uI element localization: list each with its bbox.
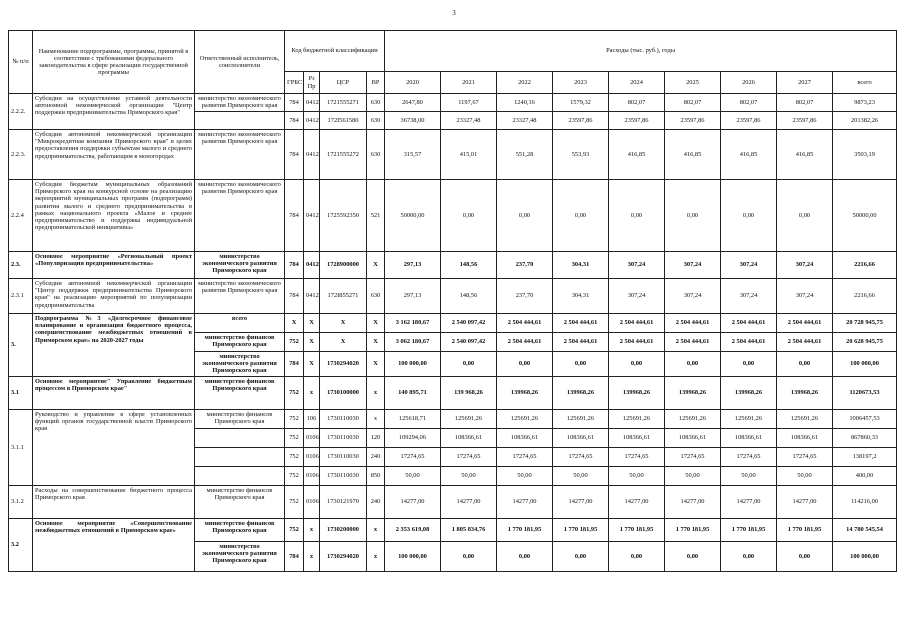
cell-value: 1579,32 bbox=[553, 94, 609, 112]
cell-value: 1 770 181,95 bbox=[665, 518, 721, 541]
cell-value: 17274,65 bbox=[609, 447, 665, 466]
cell-value: 23327,48 bbox=[441, 112, 497, 130]
cell-csr: 1721555271 bbox=[320, 94, 367, 112]
cell-value: 0,00 bbox=[497, 180, 553, 252]
cell-vr: х bbox=[367, 541, 385, 571]
row-executor: министерство экономического развития Приморского края bbox=[195, 252, 285, 279]
row-number: 3.1.1 bbox=[9, 409, 33, 485]
cell-vr: 120 bbox=[367, 428, 385, 447]
cell-value: 23597,86 bbox=[609, 112, 665, 130]
cell-value: 23597,86 bbox=[777, 112, 833, 130]
cell-grbs: 784 bbox=[285, 112, 304, 130]
header-year: 2026 bbox=[721, 72, 777, 94]
cell-value: 125691,26 bbox=[497, 409, 553, 428]
cell-value: 0,00 bbox=[609, 541, 665, 571]
row-executor bbox=[195, 428, 285, 447]
header-vr: ВР bbox=[367, 72, 385, 94]
cell-csr: 1721555272 bbox=[320, 130, 367, 180]
cell-value: 14277,00 bbox=[497, 485, 553, 518]
cell-value: 108366,61 bbox=[553, 428, 609, 447]
header-no: № п/п bbox=[9, 31, 33, 94]
cell-value: 14277,00 bbox=[777, 485, 833, 518]
cell-value: 50,00 bbox=[609, 466, 665, 485]
row-name: Субсидии автономной некоммерческой организации "Центр поддержки предпринимательства Приморского края" на реализацию мероприятий по популяризации предпринимательства bbox=[33, 279, 195, 314]
cell-value: 0,00 bbox=[497, 352, 553, 377]
cell-value: 304,31 bbox=[553, 279, 609, 314]
cell-value: 307,24 bbox=[609, 279, 665, 314]
header-year: 2023 bbox=[553, 72, 609, 94]
header-year: 2020 bbox=[385, 72, 441, 94]
cell-value: 2 504 444,61 bbox=[609, 314, 665, 333]
table-row bbox=[9, 180, 897, 252]
cell-grbs: 784 bbox=[285, 541, 304, 571]
cell-grbs: 752 bbox=[285, 409, 304, 428]
cell-value: 307,24 bbox=[721, 279, 777, 314]
row-executor: министерство экономического развития Приморского края bbox=[195, 279, 285, 314]
cell-value: 237,70 bbox=[497, 252, 553, 279]
cell-value: 108366,61 bbox=[497, 428, 553, 447]
row-name: Субсидии бюджетам муниципальных образований Приморского края на конкурсной основе на реализацию мероприятий муниципальных программ (подпрограмм) развития малого и среднего предпринимательства в рамках национального проекта «Малое и среднее предпринимательство и поддержка индивидуальной предпринимательской инициативы» bbox=[33, 180, 195, 252]
cell-value: 2 504 444,61 bbox=[777, 314, 833, 333]
cell-value: 139968,26 bbox=[665, 376, 721, 409]
cell-vr: Х bbox=[367, 352, 385, 377]
cell-vr: 630 bbox=[367, 279, 385, 314]
cell-value: 1 770 181,95 bbox=[553, 518, 609, 541]
cell-value: 50,00 bbox=[385, 466, 441, 485]
row-executor bbox=[195, 466, 285, 485]
cell-csr: 1730121970 bbox=[320, 485, 367, 518]
cell-csr: 1730100000 bbox=[320, 376, 367, 409]
header-rzpr: Рз Пр bbox=[304, 72, 320, 94]
cell-value: 0,00 bbox=[777, 180, 833, 252]
cell-csr: 1730110030 bbox=[320, 447, 367, 466]
row-executor: министерство финансов Приморского края bbox=[195, 376, 285, 409]
cell-value: 14277,00 bbox=[609, 485, 665, 518]
cell-grbs: 784 bbox=[285, 130, 304, 180]
cell-value: 551,28 bbox=[497, 130, 553, 180]
cell-rzpr: 0412 bbox=[304, 94, 320, 112]
table-row bbox=[9, 94, 897, 112]
cell-csr: 1730110030 bbox=[320, 428, 367, 447]
cell-rzpr: х bbox=[304, 518, 320, 541]
header-year: 2027 bbox=[777, 72, 833, 94]
cell-value: 0,00 bbox=[553, 352, 609, 377]
row-executor: всего bbox=[195, 314, 285, 333]
header-executor: Ответственный исполнитель, соисполнители bbox=[195, 31, 285, 94]
cell-value: 23597,86 bbox=[553, 112, 609, 130]
cell-value: 100 000,00 bbox=[833, 541, 897, 571]
header-year: 2024 bbox=[609, 72, 665, 94]
cell-value: 1240,16 bbox=[497, 94, 553, 112]
cell-value: 3 162 180,67 bbox=[385, 314, 441, 333]
cell-value: 0,00 bbox=[665, 352, 721, 377]
row-name: Расходы на совершенствование бюджетного процесса Приморского края bbox=[33, 485, 195, 518]
cell-value: 108366,61 bbox=[441, 428, 497, 447]
cell-vr: Х bbox=[367, 333, 385, 352]
header-year: 2021 bbox=[441, 72, 497, 94]
cell-vr: 240 bbox=[367, 447, 385, 466]
row-number: 2.3.1 bbox=[9, 279, 33, 314]
table-row bbox=[9, 314, 897, 333]
cell-rzpr: Х bbox=[304, 314, 320, 333]
cell-value: 17274,65 bbox=[721, 447, 777, 466]
row-executor: министерство финансов Приморского края bbox=[195, 485, 285, 518]
cell-value: 108366,61 bbox=[721, 428, 777, 447]
cell-rzpr: Х bbox=[304, 333, 320, 352]
cell-rzpr: 0106 bbox=[304, 428, 320, 447]
header-expenses: Расходы (тыс. руб.), годы bbox=[385, 31, 897, 72]
row-executor: министерство экономического развития Приморского края bbox=[195, 180, 285, 252]
cell-value: 125618,71 bbox=[385, 409, 441, 428]
cell-grbs: 752 bbox=[285, 428, 304, 447]
cell-value: 802,07 bbox=[721, 94, 777, 112]
cell-rzpr: 0106 bbox=[304, 466, 320, 485]
cell-value: 50,00 bbox=[665, 466, 721, 485]
row-name: Основное мероприятие" Управление бюджетным процессом в Приморском крае" bbox=[33, 376, 195, 409]
cell-csr: 1730294020 bbox=[320, 352, 367, 377]
cell-value: 108366,61 bbox=[609, 428, 665, 447]
cell-value: 14277,00 bbox=[553, 485, 609, 518]
cell-value: 17274,65 bbox=[441, 447, 497, 466]
table-row bbox=[9, 376, 897, 409]
cell-grbs: Х bbox=[285, 314, 304, 333]
row-name: Основное мероприятие «Региональный проект «Популяризация предпринимательства» bbox=[33, 252, 195, 279]
cell-value: 2216,66 bbox=[833, 279, 897, 314]
cell-value: 36738,00 bbox=[385, 112, 441, 130]
row-number: 2.3. bbox=[9, 252, 33, 279]
header-year: 2022 bbox=[497, 72, 553, 94]
cell-value: 416,85 bbox=[721, 130, 777, 180]
cell-value: 201382,26 bbox=[833, 112, 897, 130]
cell-rzpr: 0412 bbox=[304, 130, 320, 180]
cell-value: 114216,00 bbox=[833, 485, 897, 518]
cell-value: 2647,80 bbox=[385, 94, 441, 112]
cell-value: 2 540 097,42 bbox=[441, 333, 497, 352]
cell-vr: 850 bbox=[367, 466, 385, 485]
page-number: 3 bbox=[452, 9, 456, 17]
cell-value: 14277,00 bbox=[721, 485, 777, 518]
row-executor: министерство экономического развития Приморского края bbox=[195, 94, 285, 112]
cell-grbs: 784 bbox=[285, 94, 304, 112]
cell-value: 139968,26 bbox=[777, 376, 833, 409]
row-name: Руководство и управление в сфере установленных функций органов государственной власти Приморского края bbox=[33, 409, 195, 485]
row-executor: министерство финансов Приморского края bbox=[195, 333, 285, 352]
cell-csr: 1730110030 bbox=[320, 409, 367, 428]
cell-value: 17274,65 bbox=[553, 447, 609, 466]
cell-value: 108366,61 bbox=[665, 428, 721, 447]
cell-value: 297,13 bbox=[385, 252, 441, 279]
cell-csr: 1728900000 bbox=[320, 252, 367, 279]
cell-rzpr: 0412 bbox=[304, 279, 320, 314]
cell-value: 307,24 bbox=[777, 279, 833, 314]
row-executor: министерство экономического развития Приморского края bbox=[195, 130, 285, 180]
cell-csr: Х bbox=[320, 314, 367, 333]
cell-value: 416,85 bbox=[665, 130, 721, 180]
cell-grbs: 784 bbox=[285, 180, 304, 252]
cell-value: 0,00 bbox=[665, 541, 721, 571]
cell-csr: 172I855271 bbox=[320, 279, 367, 314]
cell-rzpr: х bbox=[304, 376, 320, 409]
cell-value: 1 805 834,76 bbox=[441, 518, 497, 541]
row-executor bbox=[195, 447, 285, 466]
cell-value: 0,00 bbox=[665, 180, 721, 252]
cell-csr: 1725592350 bbox=[320, 180, 367, 252]
cell-value: 139968,26 bbox=[721, 376, 777, 409]
cell-grbs: 752 bbox=[285, 376, 304, 409]
row-number: 2.2.4 bbox=[9, 180, 33, 252]
cell-value: 23327,48 bbox=[497, 112, 553, 130]
row-name: Субсидии на осуществление уставной деятельности автономной некоммерческой организации "Центр поддержки предпринимательства Приморского края" bbox=[33, 94, 195, 130]
cell-value: 0,00 bbox=[609, 180, 665, 252]
budget-table bbox=[8, 30, 897, 572]
cell-value: 1 770 181,95 bbox=[721, 518, 777, 541]
cell-value: 802,07 bbox=[665, 94, 721, 112]
cell-value: 237,70 bbox=[497, 279, 553, 314]
cell-value: 2 504 444,61 bbox=[497, 314, 553, 333]
cell-value: 415,01 bbox=[441, 130, 497, 180]
cell-vr: 630 bbox=[367, 94, 385, 112]
cell-value: 14 780 545,54 bbox=[833, 518, 897, 541]
cell-value: 802,07 bbox=[609, 94, 665, 112]
cell-value: 0,00 bbox=[441, 352, 497, 377]
cell-value: 2 353 619,08 bbox=[385, 518, 441, 541]
cell-vr: Х bbox=[367, 252, 385, 279]
cell-value: 108366,61 bbox=[777, 428, 833, 447]
cell-vr: 630 bbox=[367, 112, 385, 130]
cell-value: 2 504 444,61 bbox=[721, 314, 777, 333]
cell-value: 17274,65 bbox=[777, 447, 833, 466]
cell-value: 1006457,53 bbox=[833, 409, 897, 428]
cell-value: 17274,65 bbox=[497, 447, 553, 466]
cell-value: 416,85 bbox=[609, 130, 665, 180]
cell-value: 0,00 bbox=[777, 352, 833, 377]
cell-value: 0,00 bbox=[441, 541, 497, 571]
cell-value: 307,24 bbox=[665, 252, 721, 279]
cell-value: 14277,00 bbox=[441, 485, 497, 518]
cell-value: 125691,26 bbox=[553, 409, 609, 428]
cell-value: 2 504 444,61 bbox=[721, 333, 777, 352]
row-number: 3.1.2 bbox=[9, 485, 33, 518]
cell-value: 20 628 945,75 bbox=[833, 333, 897, 352]
cell-grbs: 784 bbox=[285, 352, 304, 377]
row-name: Основное мероприятие «Совершенствование межбюджетных отношений в Приморском крае» bbox=[33, 518, 195, 571]
cell-rzpr: 0412 bbox=[304, 180, 320, 252]
cell-value: 0,00 bbox=[441, 180, 497, 252]
cell-grbs: 752 bbox=[285, 485, 304, 518]
table-row bbox=[9, 279, 897, 314]
cell-rzpr: х bbox=[304, 541, 320, 571]
cell-value: 1197,67 bbox=[441, 94, 497, 112]
cell-vr: х bbox=[367, 409, 385, 428]
cell-grbs: 752 bbox=[285, 518, 304, 541]
cell-value: 0,00 bbox=[553, 180, 609, 252]
cell-rzpr: 106 bbox=[304, 409, 320, 428]
cell-value: 125691,26 bbox=[777, 409, 833, 428]
row-executor: министерство экономического развития Приморского края bbox=[195, 541, 285, 571]
cell-value: 50,00 bbox=[497, 466, 553, 485]
cell-grbs: 784 bbox=[285, 279, 304, 314]
cell-rzpr: Х bbox=[304, 352, 320, 377]
cell-value: 3503,19 bbox=[833, 130, 897, 180]
cell-csr: 1730200000 bbox=[320, 518, 367, 541]
table-row bbox=[9, 409, 897, 428]
cell-value: 2 504 444,61 bbox=[665, 314, 721, 333]
cell-value: 50000,00 bbox=[833, 180, 897, 252]
cell-value: 14277,00 bbox=[665, 485, 721, 518]
cell-value: 297,13 bbox=[385, 279, 441, 314]
cell-value: 17274,65 bbox=[385, 447, 441, 466]
cell-value: 14277,00 bbox=[385, 485, 441, 518]
row-executor bbox=[195, 112, 285, 130]
table-row bbox=[9, 518, 897, 541]
row-executor: министерство финансов Приморского края bbox=[195, 518, 285, 541]
row-name: Подпрограмма №3 «Долгосрочное финансовое планирование и организация бюджетного процесса, совершенствование межбюджетных отношений в Приморском крае» на 2020-2027 годы bbox=[33, 314, 195, 377]
row-number: 3.1 bbox=[9, 376, 33, 409]
cell-value: 138197,2 bbox=[833, 447, 897, 466]
cell-csr: Х bbox=[320, 333, 367, 352]
cell-value: 0,00 bbox=[609, 352, 665, 377]
cell-value: 307,24 bbox=[777, 252, 833, 279]
cell-value: 553,93 bbox=[553, 130, 609, 180]
row-name: Субсидии автономной некоммерческой организации "Микрокредитная компания Приморского края" в целях предоставления поддержки субъектам малого и среднего предпринимательства, работающим в моногородах bbox=[33, 130, 195, 180]
cell-value: 50,00 bbox=[553, 466, 609, 485]
cell-value: 307,24 bbox=[609, 252, 665, 279]
cell-value: 50,00 bbox=[721, 466, 777, 485]
cell-value: 100 000,00 bbox=[385, 541, 441, 571]
cell-grbs: 752 bbox=[285, 466, 304, 485]
cell-value: 2 504 444,61 bbox=[609, 333, 665, 352]
cell-value: 100 000,00 bbox=[833, 352, 897, 377]
row-number: 3.2 bbox=[9, 518, 33, 571]
row-executor: министерство экономического развития Приморского края bbox=[195, 352, 285, 377]
cell-vr: х bbox=[367, 376, 385, 409]
cell-grbs: 752 bbox=[285, 447, 304, 466]
cell-grbs: 784 bbox=[285, 252, 304, 279]
cell-rzpr: 0412 bbox=[304, 252, 320, 279]
cell-value: 2 504 444,61 bbox=[777, 333, 833, 352]
row-number: 3. bbox=[9, 314, 33, 377]
cell-value: 23597,86 bbox=[721, 112, 777, 130]
cell-value: 109294,06 bbox=[385, 428, 441, 447]
cell-vr: 521 bbox=[367, 180, 385, 252]
cell-value: 125691,26 bbox=[721, 409, 777, 428]
cell-value: 125691,26 bbox=[665, 409, 721, 428]
cell-rzpr: 0412 bbox=[304, 112, 320, 130]
cell-value: 416,85 bbox=[777, 130, 833, 180]
cell-value: 125691,26 bbox=[609, 409, 665, 428]
cell-csr: 1730294020 bbox=[320, 541, 367, 571]
cell-value: 0,00 bbox=[721, 541, 777, 571]
cell-value: 307,24 bbox=[721, 252, 777, 279]
cell-value: 802,07 bbox=[777, 94, 833, 112]
cell-value: 304,31 bbox=[553, 252, 609, 279]
header-name: Наименование подпрограммы, программы, принятой в соответствии с требованиями федерального законодательства в сфере реализации государственной программы bbox=[33, 31, 195, 94]
cell-value: 17274,65 bbox=[665, 447, 721, 466]
cell-value: 1 770 181,95 bbox=[777, 518, 833, 541]
cell-vr: 630 bbox=[367, 130, 385, 180]
cell-value: 23597,86 bbox=[665, 112, 721, 130]
cell-vr: 240 bbox=[367, 485, 385, 518]
header-row bbox=[9, 31, 897, 72]
cell-csr: 1730110030 bbox=[320, 466, 367, 485]
cell-value: 1 770 181,95 bbox=[609, 518, 665, 541]
cell-csr: 172I561580 bbox=[320, 112, 367, 130]
cell-vr: Х bbox=[367, 314, 385, 333]
cell-value: 139968,26 bbox=[497, 376, 553, 409]
cell-value: 0,00 bbox=[721, 352, 777, 377]
cell-value: 50,00 bbox=[777, 466, 833, 485]
cell-rzpr: 0106 bbox=[304, 485, 320, 518]
cell-grbs: 752 bbox=[285, 333, 304, 352]
cell-value: 867860,33 bbox=[833, 428, 897, 447]
cell-value: 140 895,71 bbox=[385, 376, 441, 409]
cell-value: 315,57 bbox=[385, 130, 441, 180]
cell-value: 0,00 bbox=[777, 541, 833, 571]
row-number: 2.2.2. bbox=[9, 94, 33, 130]
cell-value: 9873,23 bbox=[833, 94, 897, 112]
cell-value: 2 540 097,42 bbox=[441, 314, 497, 333]
cell-value: 2216,66 bbox=[833, 252, 897, 279]
cell-rzpr: 0106 bbox=[304, 447, 320, 466]
cell-vr: х bbox=[367, 518, 385, 541]
cell-value: 1 770 181,95 bbox=[497, 518, 553, 541]
cell-value: 2 504 444,61 bbox=[553, 314, 609, 333]
cell-value: 50000,00 bbox=[385, 180, 441, 252]
header-csr: ЦСР bbox=[320, 72, 367, 94]
cell-value: 2 504 444,61 bbox=[665, 333, 721, 352]
cell-value: 139 968,26 bbox=[441, 376, 497, 409]
header-year: 2025 bbox=[665, 72, 721, 94]
cell-value: 307,24 bbox=[665, 279, 721, 314]
cell-value: 139968,26 bbox=[609, 376, 665, 409]
cell-value: 0,00 bbox=[721, 180, 777, 252]
cell-value: 3 062 180,67 bbox=[385, 333, 441, 352]
table-row bbox=[9, 252, 897, 279]
row-executor: министерство финансов Приморского края bbox=[195, 409, 285, 428]
header-year: всего bbox=[833, 72, 897, 94]
cell-value: 20 728 945,75 bbox=[833, 314, 897, 333]
cell-value: 2 504 444,61 bbox=[497, 333, 553, 352]
cell-value: 0,00 bbox=[497, 541, 553, 571]
cell-value: 2 504 444,61 bbox=[553, 333, 609, 352]
cell-value: 50,00 bbox=[441, 466, 497, 485]
cell-value: 139968,26 bbox=[553, 376, 609, 409]
header-grbs: ГРБС bbox=[285, 72, 304, 94]
header-budget-code: Код бюджетной классификации bbox=[285, 31, 385, 72]
table-row bbox=[9, 130, 897, 180]
cell-value: 100 000,00 bbox=[385, 352, 441, 377]
cell-value: 148,56 bbox=[441, 252, 497, 279]
cell-value: 400,00 bbox=[833, 466, 897, 485]
cell-value: 148,56 bbox=[441, 279, 497, 314]
cell-value: 1120673,53 bbox=[833, 376, 897, 409]
cell-value: 125691,26 bbox=[441, 409, 497, 428]
row-number: 2.2.3. bbox=[9, 130, 33, 180]
table-row bbox=[9, 485, 897, 518]
cell-value: 0,00 bbox=[553, 541, 609, 571]
